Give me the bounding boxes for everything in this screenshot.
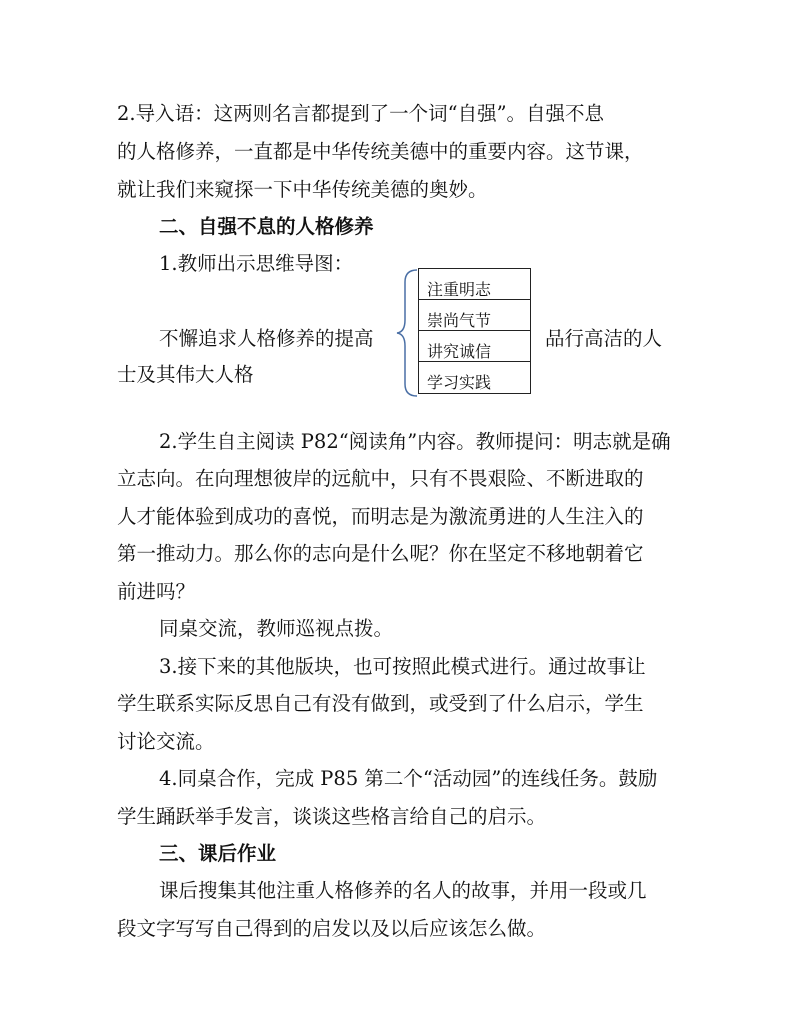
text-line: 就让我们来窥探一下中华传统美德的奥妙。 <box>117 178 488 201</box>
mindmap-left-text-cont: 士及其伟大人格 <box>117 363 254 386</box>
text-line: 第一推动力。那么你的志向是什么呢？你在坚定不移地朝着它 <box>117 542 644 565</box>
section-heading: 三、课后作业 <box>159 842 277 865</box>
text-line: 2.学生自主阅读 P82“阅读角”内容。教师提问：明志就是确 <box>159 430 671 453</box>
text-line: 1.教师出示思维导图： <box>159 252 354 275</box>
text-line: 3.接下来的其他版块，也可按照此模式进行。通过故事让 <box>159 655 646 678</box>
text-line: 的人格修养，一直都是中华传统美德中的重要内容。这节课， <box>117 140 644 163</box>
section-heading: 二、自强不息的人格修养 <box>159 215 374 238</box>
text-line: 人才能体验到成功的喜悦，而明志是为激流勇进的人生注入的 <box>117 505 644 528</box>
text-line: 学生联系实际反思自己有没有做到，或受到了什么启示，学生 <box>117 692 644 715</box>
mindmap-right-text: 品行高洁的人 <box>545 327 663 350</box>
mindmap-left-text: 不懈追求人格修养的提高 <box>159 327 374 350</box>
text-line: 立志向。在向理想彼岸的远航中，只有不畏艰险、不断进取的 <box>117 467 644 490</box>
text-line: 4.同桌合作，完成 P85 第二个“活动园”的连线任务。鼓励 <box>159 767 658 790</box>
text-line: 课后搜集其他注重人格修养的名人的故事，并用一段或几 <box>159 879 647 902</box>
text-line: 前进吗？ <box>117 580 196 603</box>
mindmap-box <box>418 268 531 394</box>
text-line: 同桌交流，教师巡视点拨。 <box>159 617 394 640</box>
text-line: 2.导入语：这两则名言都提到了一个词“自强”。自强不息 <box>117 102 605 125</box>
mindmap-item: 学习实践 <box>427 373 492 392</box>
text-line: 学生踊跃举手发言，谈谈这些格言给自己的启示。 <box>117 805 547 828</box>
text-line: 讨论交流。 <box>117 730 215 753</box>
mindmap-item: 讲究诚信 <box>419 331 530 362</box>
mindmap-item: 注重明志 <box>419 269 530 300</box>
text-line: 段文字写写自己得到的启发以及以后应该怎么做。 <box>117 917 547 940</box>
mindmap-item: 崇尚气节 <box>419 300 530 331</box>
